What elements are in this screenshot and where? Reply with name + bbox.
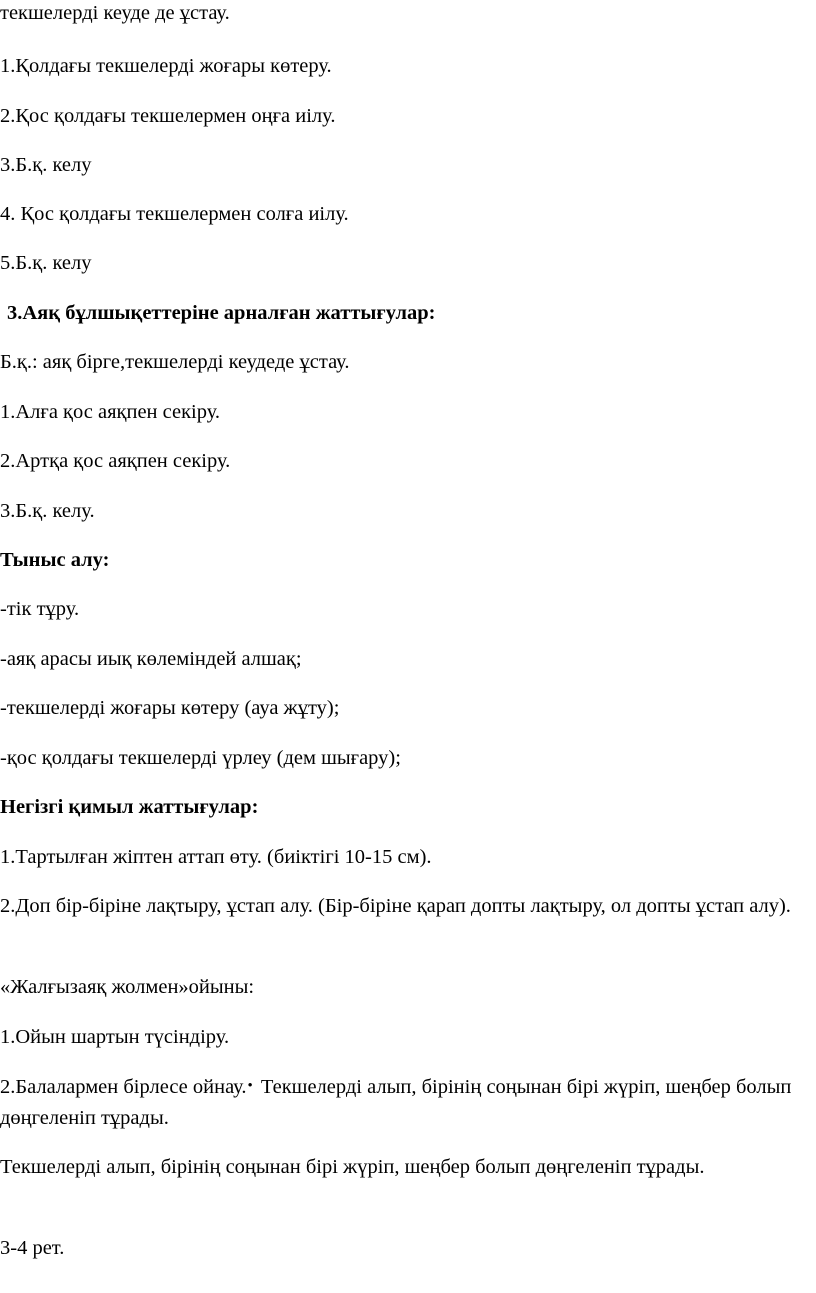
breathing-feet-apart: -аяқ арасы иық көлеміндей алшақ;	[0, 648, 302, 670]
heading-leg-exercises: 3.Аяқ бұлшықеттеріне арналған жаттығулар:	[7, 302, 436, 324]
game-step-2-description: Текшелерді алып, бірінің соңынан бірі жүріп, шеңбер болып дөңгеленіп тұрады.	[0, 1076, 792, 1129]
game-title: «Жалғызаяқ жолмен»ойыны:	[0, 976, 255, 998]
breathing-stand: -тік тұру.	[0, 598, 80, 620]
paragraph-start-position: Б.қ.: аяқ бірге,текшелерді кеудеде ұстау.	[0, 351, 350, 373]
game-step-2-play	[0, 1071, 812, 1134]
step-2-bend-right: 2.Қос қолдағы текшелермен оңға иілу.	[0, 105, 336, 127]
step-2-jump-back: 2.Артқа қос аяқпен секіру.	[0, 450, 231, 472]
paragraph-circle-walk: Текшелерді алып, бірінің соңынан бірі жүріп, шеңбер болып дөңгеленіп тұрады.	[0, 1156, 705, 1178]
heading-main-movements: Негізгі қимыл жаттығулар:	[0, 796, 259, 818]
paragraph-hold-cubes: текшелерді кеуде де ұстау.	[0, 2, 230, 24]
step-5-return: 5.Б.қ. келу	[0, 252, 92, 274]
step-3-return-final: 3.Б.қ. келу.	[0, 500, 95, 522]
step-1-raise-cubes: 1.Қолдағы текшелерді жоғары көтеру.	[0, 55, 332, 77]
step-4-bend-left: 4. Қос қолдағы текшелермен солға иілу.	[0, 203, 349, 225]
breathing-exhale: -қос қолдағы текшелерді үрлеу (дем шығару);	[0, 747, 401, 769]
paragraph-repetitions: 3-4 рет.	[0, 1237, 65, 1259]
game-step-2-label: 2.Балалармен бірлесе ойнау.	[0, 1076, 247, 1098]
breathing-inhale: -текшелерді жоғары көтеру (ауа жұту);	[0, 697, 340, 719]
movement-1-step-over-rope: 1.Тартылған жіптен аттап өту. (биіктігі 10-15 см).	[0, 846, 432, 868]
movement-2-ball-throw: 2.Доп бір-біріне лақтыру, ұстап алу. (Бір-біріне қарап допты лақтыру, ол допты ұстап алу).	[0, 895, 791, 917]
heading-breathing: Тыныс алу:	[0, 549, 110, 571]
game-step-1-explain-rules: 1.Ойын шартын түсіндіру.	[0, 1026, 230, 1048]
step-3-return: 3.Б.қ. келу	[0, 154, 92, 176]
bullet-icon: •	[247, 1078, 253, 1094]
step-1-jump-forward: 1.Алға қос аяқпен секіру.	[0, 401, 221, 423]
